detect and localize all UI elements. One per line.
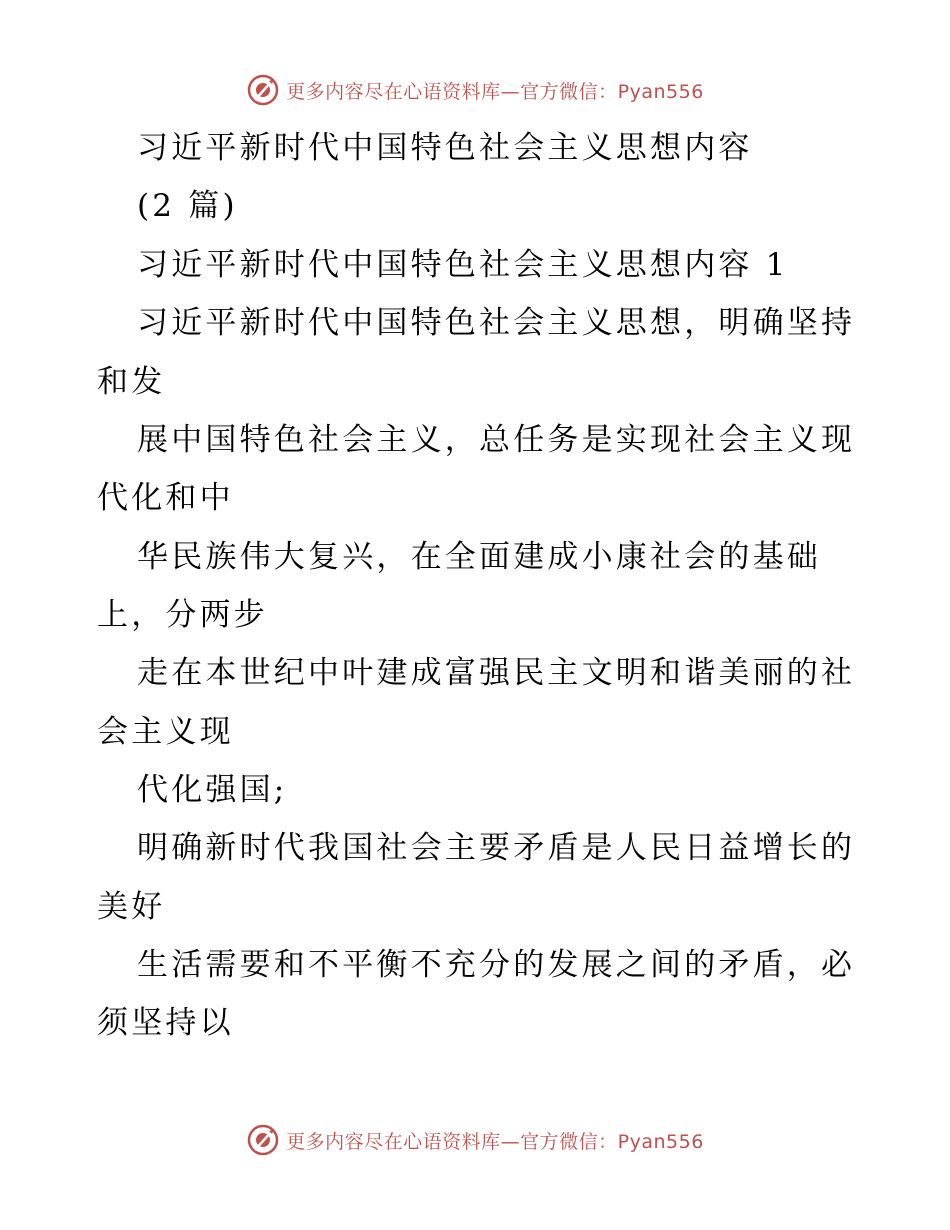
body-line: 代化强国;: [137, 772, 288, 808]
wechat-id: Pyan556: [617, 1130, 704, 1153]
body-line: 习近平新时代中国特色社会主义思想，明确坚持: [137, 305, 856, 341]
brand-text: 更多内容尽在心语资料库—官方微信：: [286, 1130, 618, 1153]
doc-title-line1: 习近平新时代中国特色社会主义思想内容: [137, 130, 753, 166]
body-line: 上，分两步: [97, 597, 268, 633]
body-line: 华民族伟大复兴，在全面建成小康社会的基础: [137, 539, 821, 575]
footer-banner: [0, 1120, 950, 1160]
wechat-id: Pyan556: [617, 80, 704, 103]
body-line: 美好: [97, 889, 166, 925]
body-line: 明确新时代我国社会主要矛盾是人民日益增长的: [137, 830, 856, 866]
body-line: 生活需要和不平衡不充分的发展之间的矛盾，必: [137, 947, 856, 983]
banner-text: [286, 1127, 704, 1154]
brand-text: 更多内容尽在心语资料库—官方微信：: [286, 80, 618, 103]
body-line: 展中国特色社会主义，总任务是实现社会主义现: [137, 422, 856, 458]
body-line: 代化和中: [97, 480, 234, 516]
body-line: 会主义现: [97, 714, 234, 750]
body-line: 和发: [97, 364, 166, 400]
section-heading: 习近平新时代中国特色社会主义思想内容 1: [137, 247, 789, 283]
pen-seal-icon: [246, 1123, 280, 1157]
body-line: 须坚持以: [97, 1005, 234, 1041]
body-line: 走在本世纪中叶建成富强民主文明和谐美丽的社: [137, 655, 856, 691]
doc-title-line2: (2 篇): [137, 188, 238, 224]
